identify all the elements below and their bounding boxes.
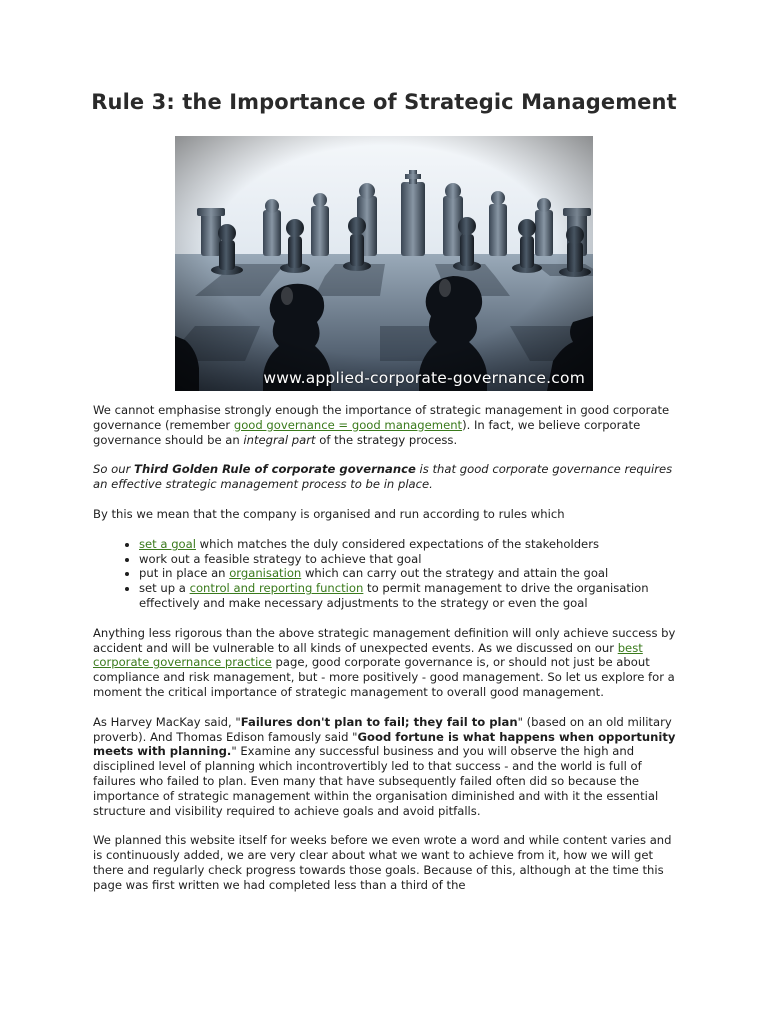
text-run: " Examine any successful business and you will observe the high and disciplined level of planning which incontrovertibly led to that success - and the world is full of failures who failed to plan. Even many that have subsequently failed often did so because the importance of strategic management within the organisation diminished and with it the essential structure and visibility required to achieve goals and avoid pitfalls.: [93, 744, 659, 818]
chess-hero-image: [175, 136, 593, 391]
paragraph-rigour: [93, 626, 683, 700]
paragraph-rules-intro: By this we mean that the company is organised and run according to rules which: [93, 506, 565, 521]
list-item: [139, 537, 683, 552]
paragraph-golden-rule: [93, 462, 683, 492]
text-run: set up a: [139, 581, 190, 596]
text-run: which can carry out the strategy and attain the goal: [301, 566, 609, 581]
page-title: Rule 3: the Importance of Strategic Management: [91, 90, 677, 114]
paragraph-quotes: [93, 715, 683, 819]
paragraph-intro: [93, 403, 683, 447]
quote-mackay: Failures don't plan to fail; they fail to plan: [240, 714, 518, 729]
link-organisation[interactable]: organisation: [229, 566, 302, 581]
paragraph-website-planning: We planned this website itself for weeks before we even wrote a word and while content varies and is continuously added, we are very clear about what we want to achieve from it, how we will get there and regularly check progress towards those goals. Because of this, although at the time this page was first written we had completed less than a third of the: [93, 833, 672, 892]
text-run: of the strategy process.: [315, 432, 458, 447]
text-run: which matches the duly considered expectations of the stakeholders: [195, 536, 599, 551]
text-run: We cannot emphasise strongly enough the importance of strategic management in good corporate governance (remember: [93, 403, 670, 432]
text-run: work out a feasible strategy to achieve that goal: [139, 551, 422, 566]
text-run: As Harvey MacKay said, ": [93, 714, 241, 729]
article-body: [93, 403, 683, 908]
link-set-a-goal[interactable]: set a goal: [139, 536, 196, 551]
link-good-governance[interactable]: good governance = good management: [233, 417, 463, 432]
text-run: is that good corporate governance requires an effective strategic management process to be in place.: [93, 462, 673, 492]
list-item: [139, 552, 683, 567]
link-best-practice[interactable]: best corporate governance practice: [93, 640, 643, 670]
emphasis-integral-part: integral part: [243, 432, 316, 447]
text-run: page, good corporate governance is, or should not just be about compliance and risk management, but - more positively - good management. So let us explore for a moment the critical importance of strategic management to overall good management.: [93, 655, 675, 699]
chess-pieces-illustration: [175, 136, 593, 391]
rules-list: [93, 537, 683, 611]
emphasis-third-golden-rule: Third Golden Rule of corporate governance: [134, 462, 416, 477]
list-item: [139, 581, 683, 611]
text-run: So our: [93, 462, 135, 477]
text-run: Anything less rigorous than the above strategic management definition will only achieve success by accident and will be vulnerable to all kinds of unexpected events. As we discussed on our: [93, 625, 676, 655]
list-item: [139, 566, 683, 581]
link-control-reporting[interactable]: control and reporting function: [189, 581, 364, 596]
text-run: " (based on an old military proverb). And Thomas Edison famously said ": [93, 714, 672, 744]
text-run: ). In fact, we believe corporate governance should be an: [93, 417, 641, 447]
text-run: put in place an: [139, 566, 230, 581]
image-watermark: www.applied-corporate-governance.com: [263, 369, 585, 387]
text-run: to permit management to drive the organisation effectively and make necessary adjustments to the strategy or even the goal: [139, 581, 649, 610]
quote-edison: Good fortune is what happens when opportunity meets with planning.: [93, 729, 676, 759]
